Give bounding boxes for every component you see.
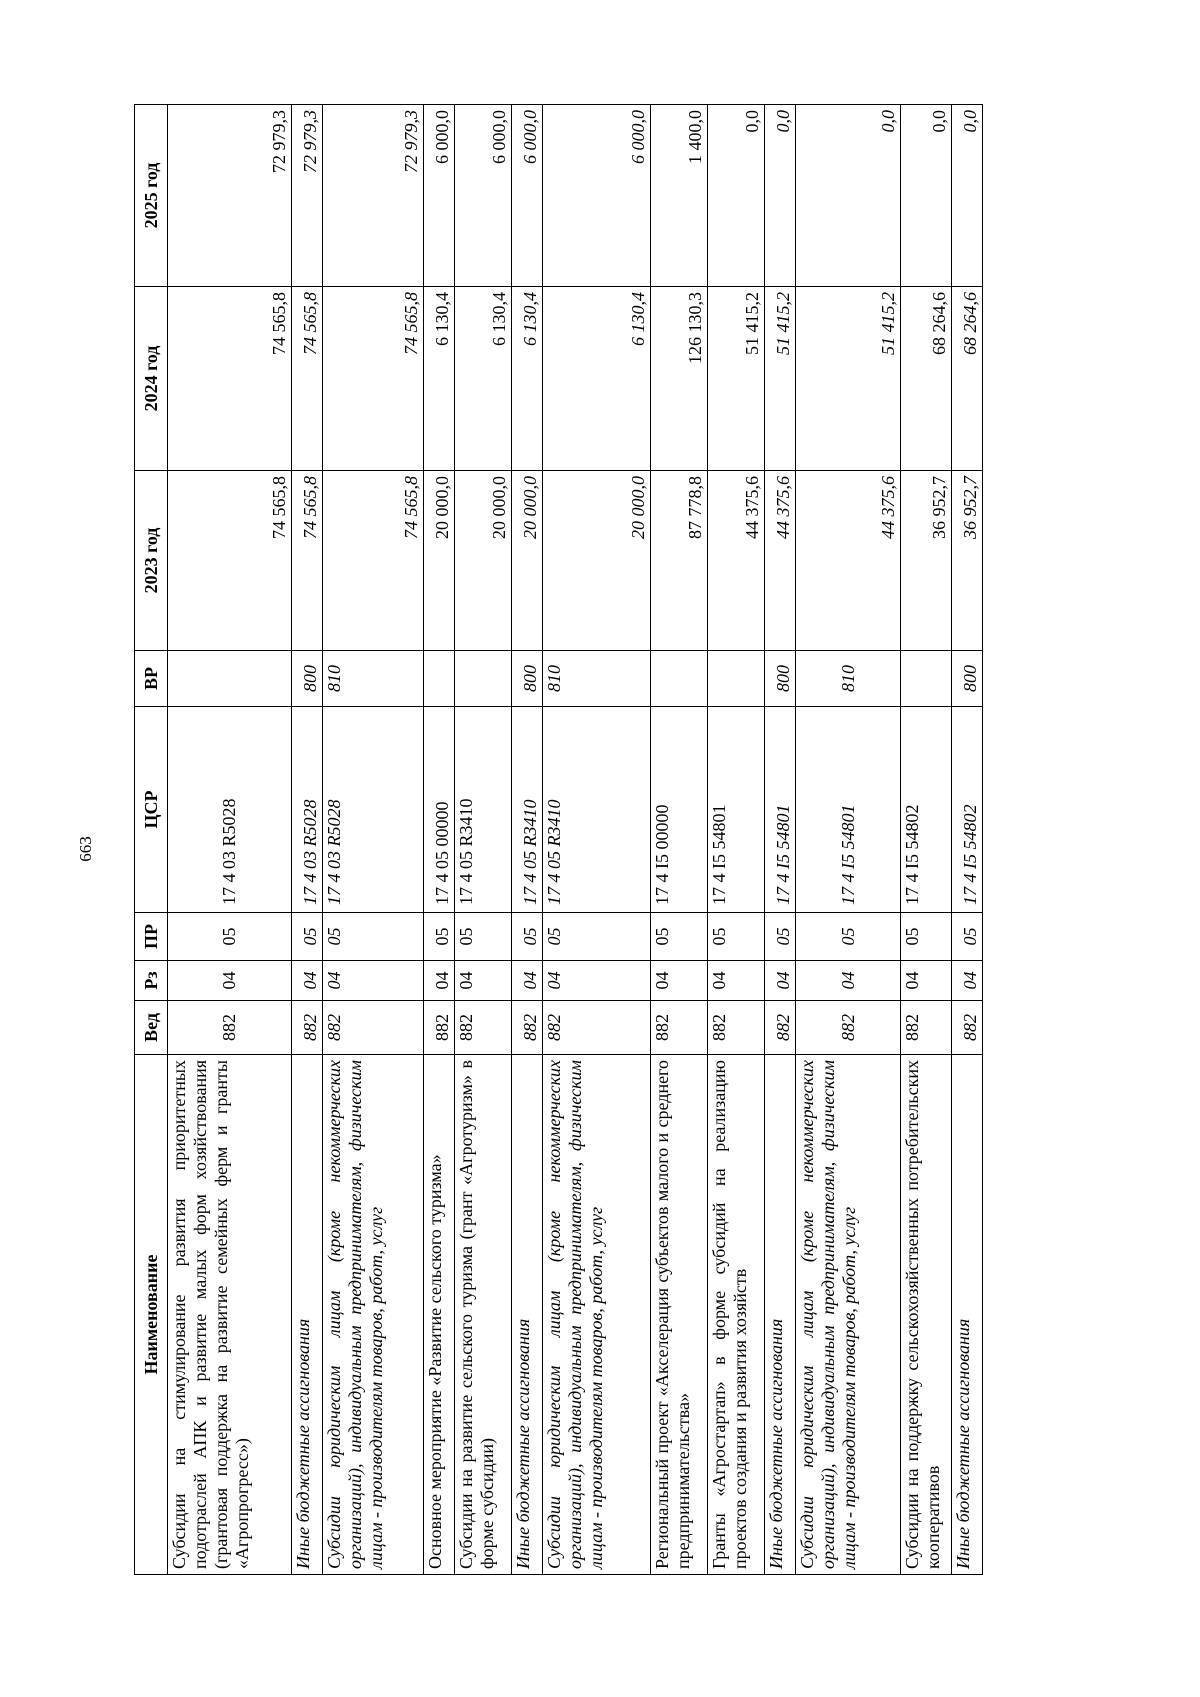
row-ved: 882: [651, 1001, 708, 1055]
row-pr: 05: [901, 913, 952, 961]
row-2025: 72 979,3: [168, 105, 292, 287]
row-csr: 17 4 I5 54801: [796, 707, 901, 913]
row-rz: 04: [323, 961, 424, 1001]
row-2024: 51 415,2: [708, 287, 765, 471]
row-csr: 17 4 I5 54801: [708, 707, 765, 913]
row-2025: 6 000,0: [512, 105, 543, 287]
row-rz: 04: [424, 961, 455, 1001]
row-ved: 882: [512, 1001, 543, 1055]
table-row: [543, 105, 651, 1575]
row-ved: 882: [708, 1001, 765, 1055]
row-2024: 6 130,4: [424, 287, 455, 471]
row-ved: 882: [796, 1001, 901, 1055]
row-ved: 882: [168, 1001, 292, 1055]
row-2023: 20 000,0: [512, 471, 543, 651]
budget-table: [134, 104, 983, 1575]
row-csr: 17 4 03 R5028: [323, 707, 424, 913]
row-2025: 6 000,0: [424, 105, 455, 287]
row-pr: 05: [543, 913, 651, 961]
row-2024: 74 565,8: [292, 287, 323, 471]
row-2023: 87 778,8: [651, 471, 708, 651]
header-pr: ПР: [135, 913, 168, 961]
row-rz: 04: [168, 961, 292, 1001]
row-2023: 44 375,6: [765, 471, 796, 651]
table-row: [323, 105, 424, 1575]
row-ved: 882: [543, 1001, 651, 1055]
table-row: [455, 105, 512, 1575]
row-2025: 72 979,3: [323, 105, 424, 287]
row-2023: 36 952,7: [952, 471, 983, 651]
header-2024: 2024 год: [135, 287, 168, 471]
row-pr: 05: [651, 913, 708, 961]
row-2023: 36 952,7: [901, 471, 952, 651]
row-rz: 04: [512, 961, 543, 1001]
row-rz: 04: [952, 961, 983, 1001]
table-row: [765, 105, 796, 1575]
table-row: [651, 105, 708, 1575]
row-2024: 68 264,6: [901, 287, 952, 471]
row-name: Субсидии на развитие сельского туризма (грант «Агротуризм» в форме субсидии): [455, 1055, 512, 1575]
table-header-row: [135, 105, 168, 1575]
row-vr: 810: [323, 651, 424, 707]
row-rz: 04: [765, 961, 796, 1001]
row-2025: 6 000,0: [455, 105, 512, 287]
row-rz: 04: [796, 961, 901, 1001]
row-rz: 04: [708, 961, 765, 1001]
row-vr: [424, 651, 455, 707]
row-name: Иные бюджетные ассигнования: [952, 1055, 983, 1575]
row-2024: 6 130,4: [543, 287, 651, 471]
row-name: Субсидии юридическим лицам (кроме некоммерческих организаций), индивидуальным предпринимателям, физическим лицам - производителям товаров, работ, услуг: [543, 1055, 651, 1575]
table-row: [901, 105, 952, 1575]
row-2025: 6 000,0: [543, 105, 651, 287]
row-rz: 04: [651, 961, 708, 1001]
rotated-table-wrapper: [134, 105, 981, 1575]
row-2023: 74 565,8: [168, 471, 292, 651]
row-rz: 04: [901, 961, 952, 1001]
row-vr: 810: [796, 651, 901, 707]
row-2023: 20 000,0: [543, 471, 651, 651]
row-2025: 0,0: [796, 105, 901, 287]
row-2023: 74 565,8: [323, 471, 424, 651]
row-ved: 882: [455, 1001, 512, 1055]
row-rz: 04: [292, 961, 323, 1001]
row-vr: [168, 651, 292, 707]
row-2025: 72 979,3: [292, 105, 323, 287]
row-name: Субсидии юридическим лицам (кроме некоммерческих организаций), индивидуальным предпринимателям, физическим лицам - производителям товаров, работ, услуг: [796, 1055, 901, 1575]
row-name: Субсидии на стимулирование развития приоритетных подотраслей АПК и развитие малых форм хозяйствования (грантовая поддержка на развитие семейных ферм и гранты «Агропрогресс»): [168, 1055, 292, 1575]
row-vr: [901, 651, 952, 707]
table-row: [292, 105, 323, 1575]
row-2024: 74 565,8: [323, 287, 424, 471]
row-ved: 882: [901, 1001, 952, 1055]
table-row: [952, 105, 983, 1575]
row-name: Основное мероприятие «Развитие сельского туризма»: [424, 1055, 455, 1575]
row-pr: 05: [168, 913, 292, 961]
table-row: [424, 105, 455, 1575]
row-2025: 0,0: [708, 105, 765, 287]
row-pr: 05: [323, 913, 424, 961]
row-rz: 04: [455, 961, 512, 1001]
row-ved: 882: [765, 1001, 796, 1055]
row-pr: 05: [765, 913, 796, 961]
row-name: Субсидии юридическим лицам (кроме некоммерческих организаций), индивидуальным предпринимателям, физическим лицам - производителям товаров, работ, услуг: [323, 1055, 424, 1575]
row-name: Региональный проект «Акселерация субъектов малого и среднего предпринимательства»: [651, 1055, 708, 1575]
row-2025: 1 400,0: [651, 105, 708, 287]
row-ved: 882: [292, 1001, 323, 1055]
row-2024: 126 130,3: [651, 287, 708, 471]
row-vr: 800: [765, 651, 796, 707]
row-2024: 6 130,4: [455, 287, 512, 471]
row-2024: 51 415,2: [765, 287, 796, 471]
row-csr: 17 4 I5 54801: [765, 707, 796, 913]
header-2025: 2025 год: [135, 105, 168, 287]
row-csr: 17 4 I5 54802: [901, 707, 952, 913]
row-vr: 810: [543, 651, 651, 707]
row-2023: 44 375,6: [796, 471, 901, 651]
row-vr: [455, 651, 512, 707]
page-number: 663: [76, 836, 95, 862]
header-rz: Рз: [135, 961, 168, 1001]
row-ved: 882: [424, 1001, 455, 1055]
row-2023: 74 565,8: [292, 471, 323, 651]
header-name: Наименование: [135, 1055, 168, 1575]
row-pr: 05: [455, 913, 512, 961]
row-name: Иные бюджетные ассигнования: [765, 1055, 796, 1575]
row-vr: [708, 651, 765, 707]
table-row: [708, 105, 765, 1575]
row-2024: 74 565,8: [168, 287, 292, 471]
row-2024: 51 415,2: [796, 287, 901, 471]
table-row: [512, 105, 543, 1575]
row-csr: 17 4 05 R3410: [512, 707, 543, 913]
row-csr: 17 4 I5 54802: [952, 707, 983, 913]
row-pr: 05: [708, 913, 765, 961]
row-name: Субсидии на поддержку сельскохозяйственных потребительских кооперативов: [901, 1055, 952, 1575]
row-csr: 17 4 I5 00000: [651, 707, 708, 913]
row-pr: 05: [292, 913, 323, 961]
row-csr: 17 4 05 R3410: [543, 707, 651, 913]
row-2023: 20 000,0: [424, 471, 455, 651]
header-vr: ВР: [135, 651, 168, 707]
row-csr: 17 4 03 R5028: [292, 707, 323, 913]
row-name: Гранты «Агростартап» в форме субсидий на реализацию проектов создания и развития хозяйств: [708, 1055, 765, 1575]
table-row: [168, 105, 292, 1575]
row-vr: [651, 651, 708, 707]
row-ved: 882: [323, 1001, 424, 1055]
row-name: Иные бюджетные ассигнования: [512, 1055, 543, 1575]
row-2024: 68 264,6: [952, 287, 983, 471]
row-csr: 17 4 05 R3410: [455, 707, 512, 913]
row-pr: 05: [424, 913, 455, 961]
row-name: Иные бюджетные ассигнования: [292, 1055, 323, 1575]
row-rz: 04: [543, 961, 651, 1001]
table-row: [796, 105, 901, 1575]
row-vr: 800: [952, 651, 983, 707]
row-2025: 0,0: [952, 105, 983, 287]
row-2025: 0,0: [765, 105, 796, 287]
row-ved: 882: [952, 1001, 983, 1055]
row-pr: 05: [952, 913, 983, 961]
row-csr: 17 4 03 R5028: [168, 707, 292, 913]
header-2023: 2023 год: [135, 471, 168, 651]
row-vr: 800: [292, 651, 323, 707]
row-pr: 05: [796, 913, 901, 961]
row-pr: 05: [512, 913, 543, 961]
row-2025: 0,0: [901, 105, 952, 287]
row-vr: 800: [512, 651, 543, 707]
row-2023: 20 000,0: [455, 471, 512, 651]
header-ved: Вед: [135, 1001, 168, 1055]
row-csr: 17 4 05 00000: [424, 707, 455, 913]
header-csr: ЦСР: [135, 707, 168, 913]
row-2024: 6 130,4: [512, 287, 543, 471]
row-2023: 44 375,6: [708, 471, 765, 651]
